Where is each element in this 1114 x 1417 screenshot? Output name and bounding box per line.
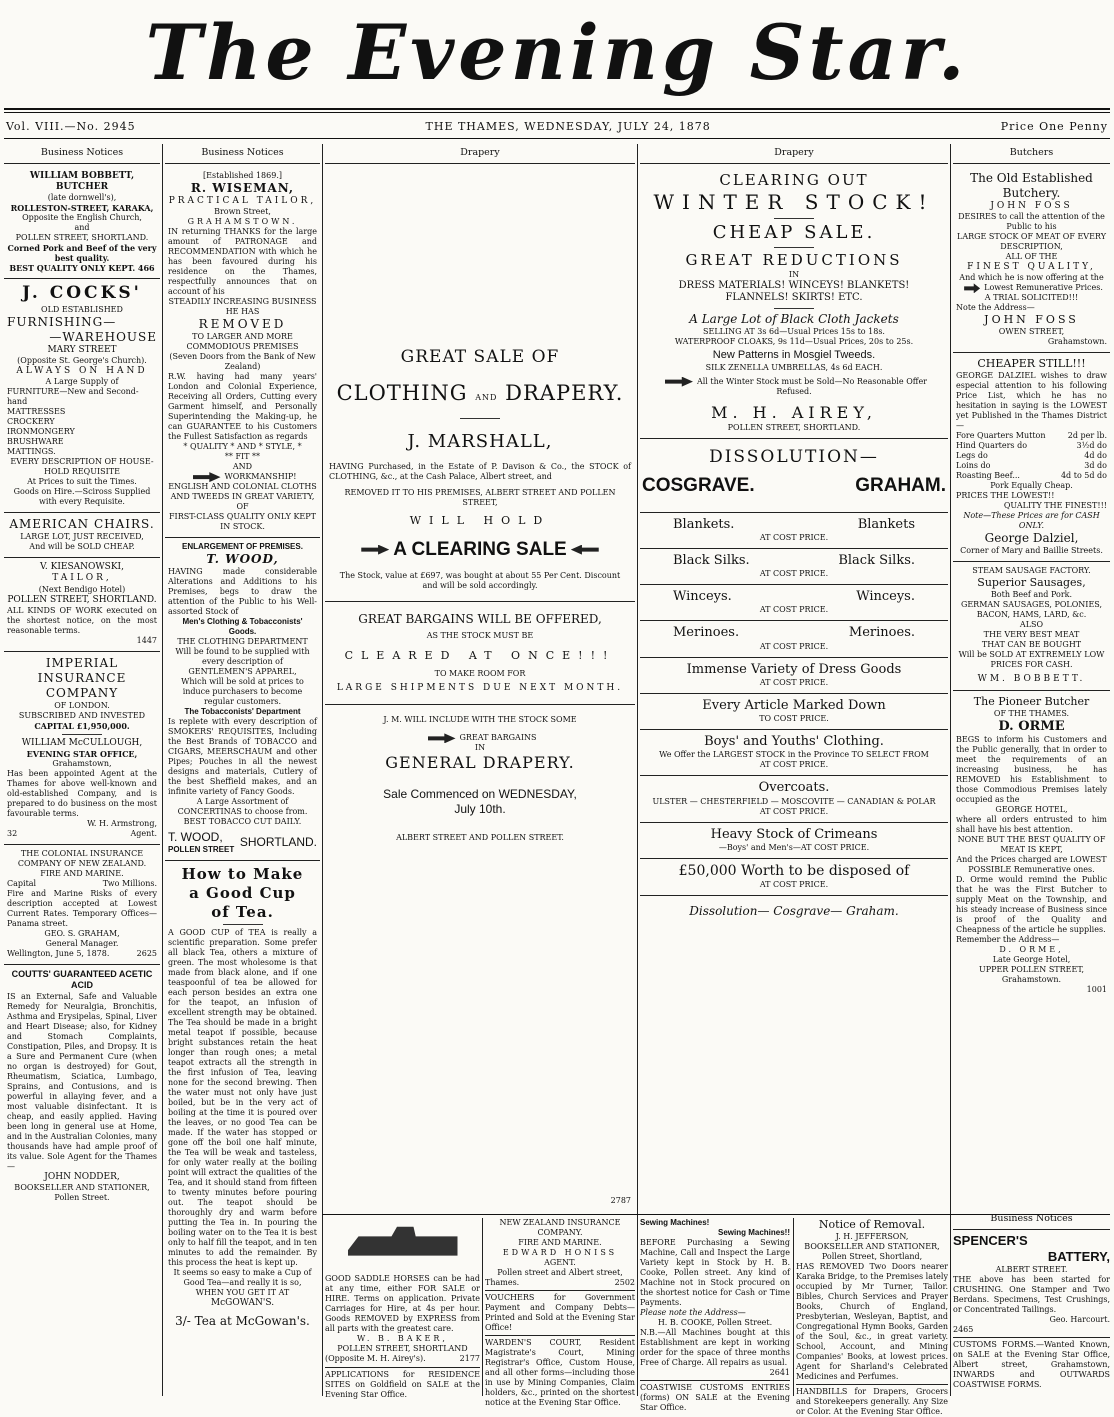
ad-jefferson-removal: Notice of Removal. J. H. JEFFERSON, BOOKSELLER AND STATIONER, Pollen Street, Shortland, HAS REMOVED Two Doors nearer Karaka Bridge, to the Premises lately occupied by Mr Turner, Tailor. Bibles, Church Services and Prayer Books, Church of England, Presbyterian, Wesleyan, Baptist, and Congregational Hymn Books, Garden of the Soul, &c., in great variety. School, Account, and Mining Companies' Books, at lowest prices. Agent for Sharland's Celebrated Medicines and Perfumes. HANDBILLS for Drapers, Grocers and Storekeepers generally. Any Size or Color. At the Evening Star Office. [796,1218,948,1416]
masthead-title: The Evening Star. [145,8,969,97]
ad-imperial-insurance: IMPERIAL INSURANCE COMPANY OF LONDON. SUBSCRIBED AND INVESTED CAPITAL £1,950,000. WILLIAM McCULLOUGH, EVENING STAR OFFICE, Grahamstown, Has been appointed Agent at the Thames for above well-known and old-established Company, and is prepared to do business on the most favourable terms. W. H. Armstrong, 32 Agent. [4,652,160,845]
pointing-hand-icon [964,283,980,293]
section-heading: Business Notices [165,144,320,164]
pointing-hand-icon [193,472,221,482]
place-date: THE THAMES, WEDNESDAY, JULY 24, 1878 [425,119,711,133]
column-business-2 [165,144,320,1398]
ad-sausage-factory: STEAM SAUSAGE FACTORY. Superior Sausages, Both Beef and Pork. GERMAN SAUSAGES, POLONIES, BACON, HAMS, LARD, &c. ALSO THE VERY BEST MEAT THAT CAN BE BOUGHT Will be SOLD AT EXTREMELY LOW PRICES FOR CASH. WM. BOBBETT. [953,562,1110,691]
section-heading: Butchers [953,144,1110,164]
ad-baker: GOOD SADDLE HORSES can be had at any time, either FOR SALE or HIRE. Terms on application. Private Carriages for Hire, at 4s per hour. Goods REMOVED by EXPRESS from all parts with the greatest care. W. B. BAKER, POLLEN STREET, SHORTLAND (Opposite M. H. Airey's). 2177 APPLICATIONS for RESIDENCE SITES on Goldfield on SALE at the Evening Star Office. [325,1218,480,1396]
column-divider [322,144,323,1396]
column-divider [793,1218,794,1396]
pointing-hand-icon [665,377,693,387]
top-rule [4,108,1110,110]
dateline-rule [4,138,1110,139]
column-divider [162,144,163,1396]
ad-wiseman: [Established 1869.] R. WISEMAN, PRACTICAL TAILOR, Brown Street, GRAHAMSTOWN. IN returning THANKS for the large amount of PATRONAGE and RECOMMENDATION with which he has been favoured during his residence on the Thames, respectfully announces that on account of his STEADILY INCREASING BUSINESS HE HAS REMOVED TO LARGER AND MORE COMMODIOUS PREMISES (Seven Doors from the Bank of New Zealand) R.W. having had many years' London and Colonial Experience, Receiving all Orders, Cutting every Garment himself, and Personally Superintending the Making-up, he can GUARANTEE to his Customers the Fullest Satisfaction as regards * QUALITY * AND * STYLE, * ** FIT ** AND WORKMANSHIP! ENGLISH AND COLONIAL CLOTHS AND TWEEDS IN GREAT VARIETY, OF FIRST-CLASS QUALITY ONLY KEPT IN STOCK. [165,167,320,538]
price-list: Fore Quarters Mutton 2d per lb. Hind Quarters do 3½d do Legs do 4d do Loins do 3d do Roasting Beef... 4d to 5d do [956,430,1107,480]
ad-nz-insurance: NEW ZEALAND INSURANCE COMPANY. FIRE AND MARINE. EDWARD HONISS AGENT. Pollen street and Albert street, Thames. 2502 VOUCHERS for Government Payment and Company Debts—Printed and Sold at the Evening Star Office! WARDEN'S COURT, Resident Magistrate's Court, Mining Registrar's Office, Custom House, and all other forms—including those in use by Mining Companies, Claim holders, &c., printed on the shortest notice at the Evening Star Office. [485,1218,635,1407]
ad-airey: CLEARING OUT WINTER STOCK! CHEAP SALE. GREAT REDUCTIONS IN DRESS MATERIALS! WINCEYS! BLANKETS! FLANNELS! SKIRTS! ETC. A Large Lot of Black Cloth Jackets SELLING AT 3s 6d—Usual Prices 15s to 18s. WATERPROOF CLOAKS, 9s 11d—Usual Prices, 20s to 25s. New Patterns in Mosgiel Tweeds. SILK ZENELLA UMBRELLAS, 4s 6d EACH. All the Winter Stock must be Sold—No Reasonable Offer Refused. M. H. AIREY, POLLEN STREET, SHORTLAND. [640,167,948,439]
ad-coutts-acid: COUTTS' GUARANTEED ACETIC ACID IS an External, Safe and Valuable Remedy for Neuralgia, Bronchitis, Asthma and Erysipelas, Spinal, Liver and Heart Disease; also, for Kidney and Stomach Complaints, Constipation, Piles, and Dropsy. It is a Sure and Permanent Cure (when no organ is destroyed) for Gout, Rheumatism, Sciatica, Lumbago, Sprains, and Contusions, and is powerful in allaying fever, and a most valuable disinfectant. It is cheap, and easily applied. Having been long in general use at Home, and in the Australian Colonies, many thousands have had ample proof of its value. Sole Agent for the Thames— JOHN NODDER, BOOKSELLER AND STATIONER, Pollen Street. [7,969,157,1202]
ad-sewing-machines: Sewing Machines! Sewing Machines!! BEFORE Purchasing a Sewing Machine, Call and Inspect the Large Variety kept in Stock by H. B. Cooke, Pollen street. Any kind of Machine not in Stock procured on the shortest notice for Cash or Time Payments. Please note the Address— H. B. COOKE, Pollen Street. N.B.—All Machines bought at this Establishment are kept in working order for the space of three months Free of Charge. All repairs as usual. 2641 COASTWISE CUSTOMS ENTRIES (forms) ON SALE at the Evening Star Office. [640,1218,790,1412]
section-heading: Drapery [640,144,948,164]
ad-wood: ENLARGEMENT OF PREMISES. T. WOOD, HAVING made considerable Alterations and Additions to his Premises, begs to draw the attention of the Public to his Well-assorted Stock of Men's Clothing & Tobacconists' Goods. THE CLOTHING DEPARTMENT Will be found to be supplied with every description of GENTLEMEN'S APPAREL, Which will be sold at prices to induce purchasers to become regular customers. The Tobacconists' Department Is replete with every description of SMOKERS' REQUISITES, Including the Best Brands of TOBACCO and CIGARS, MEERSCHAUM and other Pipes; Pouches in all the newest designs and materials, Cutlery of the best Sheffield makes, and an infinite variety of Fancy Goods. A Large Assortment of CONCERTINAS to choose from. BEST TOBACCO CUT DAILY. T. WOOD, POLLEN STREET SHORTLAND. [165,538,320,861]
volume-number: Vol. VIII.—No. 2945 [6,119,136,133]
section-heading: Business Notices [4,144,160,164]
column-divider [637,144,638,1396]
article-how-to-make-tea: How to Make a Good Cup of Tea. A GOOD CUP of TEA is really a scientific preparation. Some prefer all black Tea, others a mixture of green. The most wholesome is that made from black alone, and if one teaspoonful of tea be allowed for each person besides an extra one for the teapot, an infusion of excellent strength may be obtained. The Tea should be made in a bright metal teapot if possible, because bright substances retain the heat longer than rough ones; a metal teapot extracts all the strength in the first infusion of Tea, leaving none for the second brewing. Then the water must not only have just boiled, but be in the very act of boiling at the time it is poured over the leaves, or no good Tea can be made. If the water has stopped or gone off the boil one half minute, the Tea will be weak and tasteless, for only water really at the boiling point will extract the qualities of the Tea, and it should stand from fifteen to twenty minutes before pouring out. The teapot should be thoroughly dry and warm before putting the Tea in. In pouring the boiling water on to the Tea it is best only to half fill the teapot, and in ten minutes to add the remainder. By this process the heat is kept up. It seems so easy to make a Cup of Good Tea—and really it is so, WHEN YOU GET IT AT McGOWAN'S. 3/- Tea at McGowan's. [168,865,317,1328]
dateline [6,118,1108,134]
coach-illustration [348,1222,458,1270]
column-drapery-airey-cosgrave [640,144,948,1214]
cocks-items: FURNITURE—New and Second-hand MATTRESSES CROCKERY IRONMONGERY BRUSHWARE MATTINGS. [7,387,139,457]
ad-kiesanowski: V. KIESANOWSKI, TAILOR, (Next Bendigo Hotel) POLLEN STREET, SHORTLAND. ALL KINDS OF WORK executed on the shortest notice, on the most reasonable terms. 1447 [4,558,160,652]
ad-bobbett: WILLIAM BOBBETT, BUTCHER (late dornwell's), ROLLESTON-STREET, KARAKA, Opposite the English Church, and POLLEN STREET, SHORTLAND. Corned Pork and Beef of the very best quality. BEST QUALITY ONLY KEPT. 466 [4,167,160,280]
column-divider [950,144,951,1396]
ad-cosgrave-graham: DISSOLUTION— COSGRAVE. GRAHAM. Blankets. Blankets AT COST PRICE. Black Silks. Black Silks. AT COST PRICE. Winceys. Winceys. AT COST PRICE. Merinoes. Merinoes. AT COST PRICE. Immense Variety of Dress Goods AT COST PRICE. Every Article Marked Down TO COST PRICE. Boys' and Youths' Clothing. We Offer the LARGEST STOCK in the Province TO SELECT FROM AT COST PRICE. Overcoats. ULSTER — CHESTERFIELD — MOSCOVITE — CANADIAN & POLAR AT COST PRICE. Heavy Stock of Crimeans —Boys' and Men's—AT COST PRICE. £50,000 Worth to be disposed of AT COST PRICE. Dissolution— Cosgrave— Graham. [642,446,946,919]
ad-colonial-insurance: THE COLONIAL INSURANCE COMPANY OF NEW ZEALAND. FIRE AND MARINE. Capital Two Millions. Fire and Marine Risks of every description accepted at Lowest Current Rates. Temporary Offices—Panama street. GEO. S. GRAHAM, General Manager. Wellington, June 5, 1878. 2625 [4,845,160,965]
column-butchers [953,144,1110,1210]
pointing-hand-icon [571,545,599,555]
pointing-hand-icon [361,545,389,555]
ad-spencers-battery: Business Notices SPENCER'S BATTERY, ALBERT STREET. THE above has been started for CRUSHING. One Stamper and Two Berdans. Specimens, Test Crushings, or Concentrated Tailings. Geo. Harcourt. 2465 CUSTOMS FORMS.—Wanted Known, on SALE at the Evening Star Office, Albert street, Grahamstown, INWARDS and OUTWARDS COASTWISE FORMS. [953,1210,1110,1396]
column-drapery-marshall: Drapery GREAT SALE OF CLOTHING AND DRAPERY. J. MARSHALL, HAVING Purchased, in the Estate of P. Davison & Co., the STOCK of CLOTHING, &c., at the Cash Palace, Albert street, and REMOVED IT TO HIS PREMISES, ALBERT STREET AND POLLEN STREET, WILL HOLD A CLEARING SALE The Stock, value at £697, was bought at about 55 Per Cent. Discount and will be sold accordingly. GREAT BARGAINS WILL BE OFFERED, AS THE STOCK MUST BE CLEARED AT ONCE!!! TO MAKE ROOM FOR LARGE SHIPMENTS DUE NEXT MONTH. J. M. WILL INCLUDE WITH THE STOCK SOME GREAT BARGAINS IN GENERAL DRAPERY. Sale Commenced on WEDNESDAY, July 10th. ALBERT STREET AND POLLEN STREET. 2787 [325,144,635,1214]
section-heading: Drapery [325,144,635,164]
price: Price One Penny [1000,119,1108,133]
column-business-1 [4,144,160,1398]
pointing-hand-icon [428,733,456,743]
section-heading: Business Notices [953,1210,1110,1230]
top-rule-thin [4,112,1110,113]
ad-orme: The Pioneer Butcher OF THE THAMES. D. ORME BEGS to inform his Customers and the Public generally, that in order to meet the requirements of an increasing business, he has REMOVED his Establishment to those Commodious Premises lately occupied as the GEORGE HOTEL, where all orders entrusted to him shall have his best attention. NONE BUT THE BEST QUALITY OF MEAT IS KEPT, And the Prices charged are LOWEST POSSIBLE Remunerative ones. D. Orme would remind the Public that he was the First Butcher to supply Meat on the Township, and his steady increase of Business since is proof of the Quality and Cheapness of the article he supplies. Remember the Address— D. ORME, Late George Hotel, UPPER POLLEN STREET, Grahamstown. 1001 [956,694,1107,994]
ad-dalziel: CHEAPER STILL!!! GEORGE DALZIEL wishes to draw especial attention to his following Price List, which he has no hesitation in saying is the LOWEST yet Published in the Thames District— Fore Quarters Mutton 2d per lb. Hind Quarters do 3½d do Legs do 4d do Loins do 3d do Roasting Beef... 4d to 5d do Pork Equally Cheap. PRICES THE LOWEST!! QUALITY THE FINEST!!! Note—These Prices are for CASH ONLY. George Dalziel, Corner of Mary and Baillie Streets. [953,353,1110,562]
ad-cocks: J. COCKS' OLD ESTABLISHED FURNISHING— —WAREHOUSE MARY STREET (Opposite St. George's Church). ALWAYS ON HAND A Large Supply of FURNITURE—New and Second-hand MATTRESSES CROCKERY IRONMONGERY BRUSHWARE MATTINGS. EVERY DESCRIPTION OF HOUSE-HOLD REQUISITE At Prices to suit the Times. Goods on Hire.—Sciross Supplied with every Requisite. [4,279,160,513]
column-divider [482,1218,483,1396]
ad-american-chairs: AMERICAN CHAIRS. LARGE LOT, JUST RECEIVED, And will be SOLD CHEAP. [4,513,160,558]
ad-foss: The Old Established Butchery. JOHN FOSS DESIRES to call the attention of the Public to his LARGE STOCK OF MEAT OF EVERY DESCRIPTION, ALL OF THE FINEST QUALITY, And which he is now offering at the Lowest Remunerative Prices. A TRIAL SOLICITED!!! Note the Address— JOHN FOSS OWEN STREET, Grahamstown. [953,167,1110,353]
